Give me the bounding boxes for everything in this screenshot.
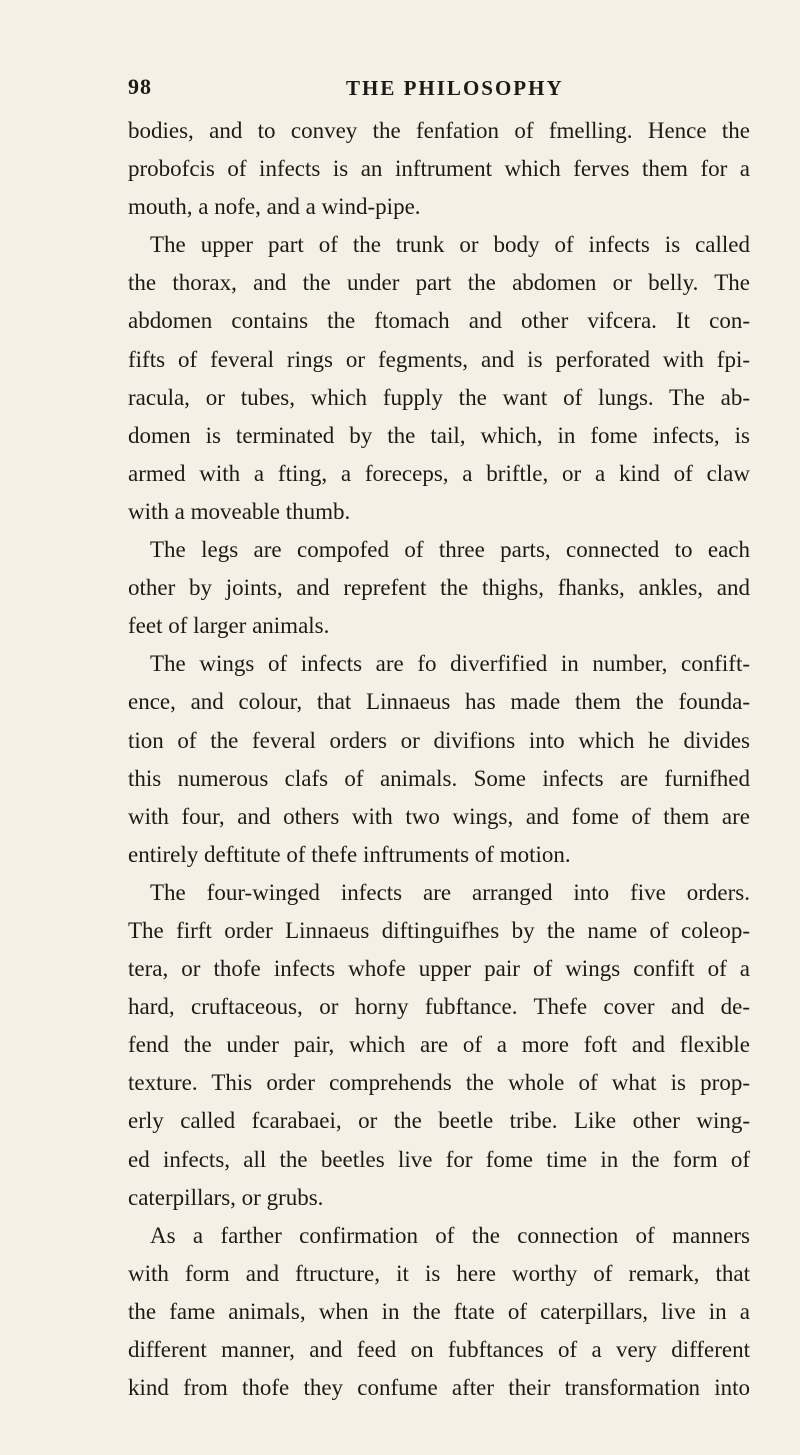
- body-text: [128, 112, 750, 1407]
- text-line: fend the under pair, which are of a more foft and flexible: [128, 1032, 750, 1058]
- text-line: tera, or thofe infects whofe upper pair of wings confift of a: [128, 956, 750, 982]
- text-line: The upper part of the trunk or body of infects is called: [150, 232, 750, 258]
- text-line: armed with a fting, a foreceps, a briftle, or a kind of claw: [128, 460, 750, 486]
- text-line: domen is terminated by the tail, which, in fome infects, is: [128, 422, 750, 448]
- text-line: probofcis of infects is an inftrument which ferves them for a: [128, 156, 750, 182]
- text-line: The firft order Linnaeus diftinguifhes by the name of coleop-: [128, 917, 750, 943]
- text-line: The legs are compofed of three parts, connected to each: [150, 537, 750, 563]
- text-line: texture. This order comprehends the whole of what is prop-: [128, 1070, 750, 1096]
- text-line: feet of larger animals.: [128, 613, 330, 639]
- text-line: The wings of infects are fo diverfified in number, confift-: [150, 651, 750, 677]
- text-line: with form and ftructure, it is here worthy of remark, that: [128, 1260, 750, 1286]
- text-line: ence, and colour, that Linnaeus has made them the founda-: [128, 689, 750, 715]
- text-line: tion of the feveral orders or divifions into which he divides: [128, 727, 750, 753]
- text-line: with a moveable thumb.: [128, 498, 351, 524]
- text-line: other by joints, and reprefent the thighs, fhanks, ankles, and: [128, 575, 750, 601]
- text-line: the thorax, and the under part the abdomen or belly. The: [128, 270, 750, 296]
- text-line: entirely deftitute of thefe inftruments of motion.: [128, 841, 571, 867]
- text-line: kind from thofe they confume after their transformation into: [128, 1375, 750, 1401]
- page-number: 98: [128, 74, 152, 99]
- running-title: THE PHILOSOPHY: [346, 76, 564, 100]
- text-line: with four, and others with two wings, and fome of them are: [128, 803, 750, 829]
- text-line: As a farther confirmation of the connection of manners: [150, 1222, 750, 1248]
- text-line: racula, or tubes, which fupply the want of lungs. The ab-: [128, 384, 750, 410]
- text-line: caterpillars, or grubs.: [128, 1184, 324, 1210]
- text-line: hard, cruftaceous, or horny fubftance. Thefe cover and de-: [128, 994, 750, 1020]
- text-line: mouth, a nofe, and a wind-pipe.: [128, 194, 421, 220]
- text-line: different manner, and feed on fubftances of a very different: [128, 1337, 750, 1362]
- text-line: ed infects, all the beetles live for fome time in the form of: [128, 1146, 750, 1172]
- text-line: fifts of feveral rings or fegments, and is perforated with fpi-: [128, 346, 750, 372]
- text-line: bodies, and to convey the fenfation of fmelling. Hence the: [128, 118, 750, 143]
- text-line: abdomen contains the ftomach and other vifcera. It con-: [128, 308, 750, 334]
- text-line: the fame animals, when in the ftate of caterpillars, live in a: [128, 1298, 750, 1324]
- text-line: erly called fcarabaei, or the beetle tribe. Like other wing-: [128, 1108, 750, 1134]
- page-header: [128, 74, 748, 104]
- text-line: this numerous clafs of animals. Some infects are furnifhed: [128, 765, 750, 791]
- text-line: The four-winged infects are arranged into five orders.: [150, 879, 750, 905]
